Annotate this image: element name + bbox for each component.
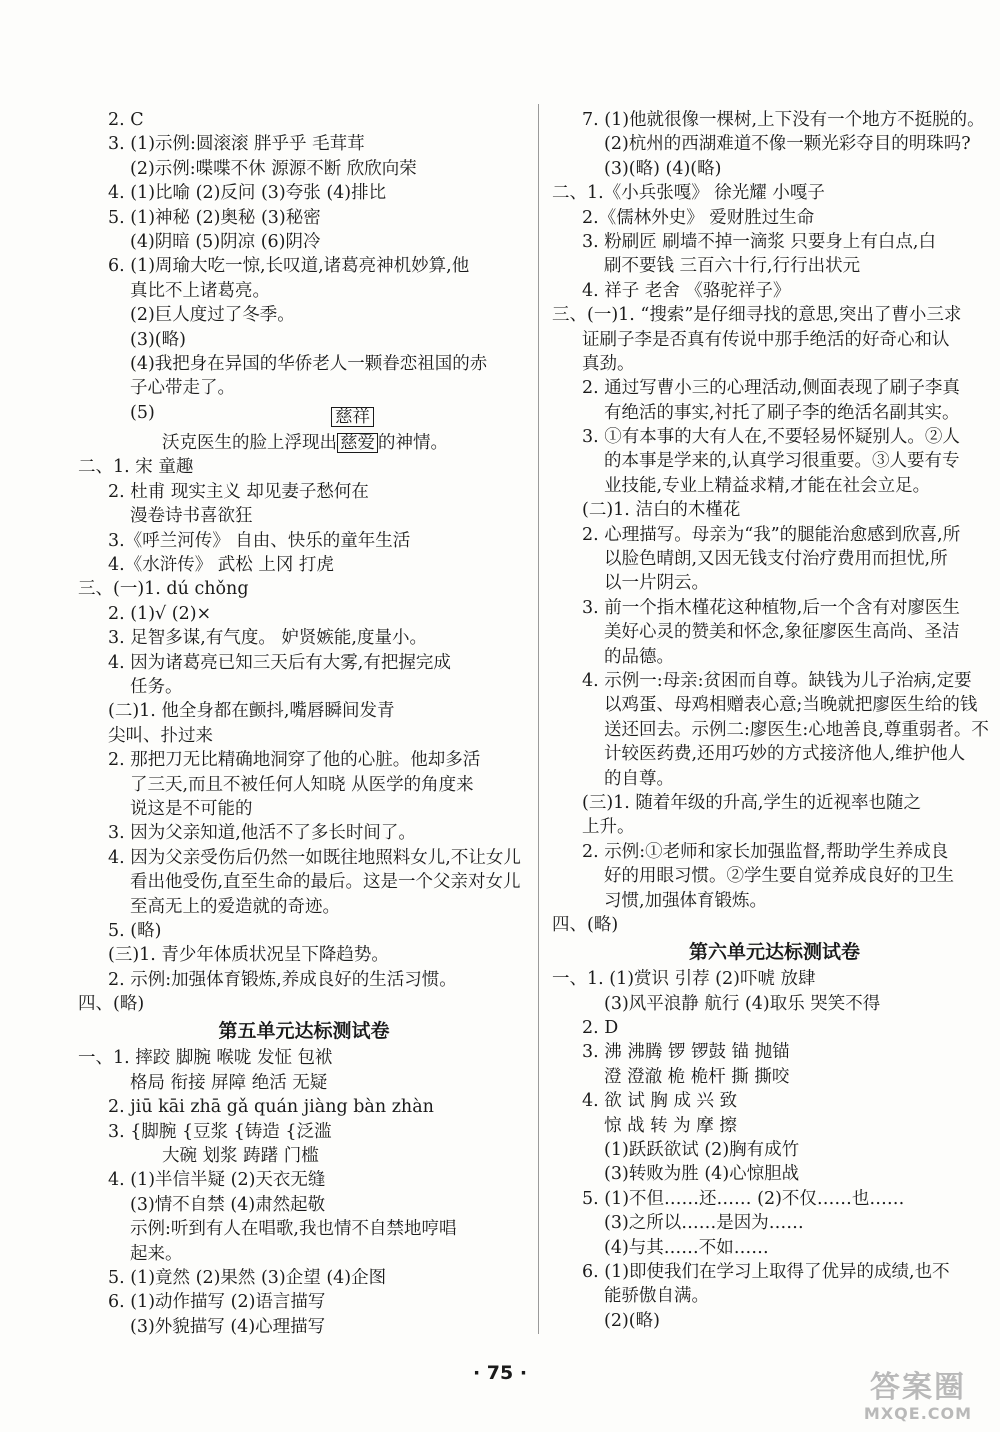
answer-line: 的自尊。 <box>604 768 674 789</box>
answer-line: 4. 因为诸葛亮已知三天后有大雾,有把握完成 <box>108 652 451 673</box>
answer-line: 尖叫、扑过来 <box>108 725 213 746</box>
answer-line: 大碗 划浆 踌躇 门槛 <box>162 1146 319 1167</box>
answer-line-revision <box>78 407 530 455</box>
answer-line: 5. (1)不但……还…… (2)不仅……也…… <box>582 1188 905 1209</box>
answer-line: 格局 衔接 屏障 绝活 无疑 <box>130 1072 328 1093</box>
section-heading: 第五单元达标测试卷 <box>218 1020 390 1043</box>
answer-line: 3. 粉刷匠 刷墙不掉一滴浆 只要身上有白点,白 <box>582 231 936 252</box>
answer-line: 2. 那把刀无比精确地洞穿了他的心脏。他却多活 <box>108 750 481 771</box>
answer-line: 4. 示例一:母亲:贫困而自尊。缺钱为儿子治病,定要 <box>582 670 972 691</box>
answer-line: (二)1. 洁白的木槿花 <box>582 500 741 521</box>
answer-line: 澄 澄澈 桅 桅杆 撕 撕咬 <box>604 1066 790 1087</box>
answer-line: (2)(略) <box>604 1310 660 1331</box>
answer-line: 四、(略) <box>552 914 619 935</box>
answer-line: 有绝活的事实,衬托了刷子李的绝活名副其实。 <box>604 402 960 423</box>
answer-line: (二)1. 他全身都在颤抖,嘴唇瞬间发青 <box>108 701 395 722</box>
answer-line: 3. 前一个指木槿花这种植物,后一个含有对廖医生 <box>582 597 960 618</box>
answer-line: (3)转败为胜 (4)心惊胆战 <box>604 1164 800 1185</box>
answer-line: (3)之所以……是因为…… <box>604 1213 804 1234</box>
answer-line: 四、(略) <box>78 994 145 1015</box>
revision-word-group <box>335 407 378 455</box>
watermark-main-text: 答案圈 <box>870 1370 966 1405</box>
column-divider <box>538 104 539 1334</box>
answer-line: 业技能,专业上精益求精,才能在社会立足。 <box>604 475 931 496</box>
answer-line: 2. 通过写曹小三的心理活动,侧面表现了刷子李真 <box>582 378 960 399</box>
answer-line: 看出他受伤,直至生命的最后。这是一个父亲对女儿 <box>130 872 521 893</box>
section-heading: 第六单元达标测试卷 <box>688 941 860 964</box>
answer-line: 2. D <box>582 1018 619 1039</box>
answer-line: 起来。 <box>130 1243 183 1264</box>
answer-line: 2. C <box>108 110 144 130</box>
answer-line: 2. 示例:加强体育锻炼,养成良好的生活习惯。 <box>108 969 457 990</box>
answer-line: (三)1. 随着年级的升高,学生的近视率也随之 <box>582 792 921 813</box>
answer-line: 能骄傲自满。 <box>604 1286 709 1307</box>
answer-line: 上升。 <box>582 817 635 838</box>
answer-line: 3.《呼兰河传》 自由、快乐的童年生活 <box>108 530 411 551</box>
answer-line: 4. 欲 试 胸 成 兴 致 <box>582 1091 738 1112</box>
answer-line: 好的用眼习惯。②学生要自觉养成良好的卫生 <box>604 866 954 887</box>
answer-line: 习惯,加强体育锻炼。 <box>604 890 768 911</box>
answer-line: 刷不要钱 三百六十行,行行出状元 <box>604 256 861 277</box>
answer-line: 7. (1)他就很像一棵树,上下没有一个地方不挺脱的。 <box>582 110 985 130</box>
answer-line: 3. 足智多谋,有气度。 妒贤嫉能,度量小。 <box>108 628 427 649</box>
answer-line: 美好心灵的赞美和怀念,象征廖医生高尚、圣洁 <box>604 622 960 643</box>
answer-line: 4. (1)比喻 (2)反问 (3)夸张 (4)排比 <box>108 183 387 204</box>
answer-line: 了三天,而且不被任何人知晓 从医学的角度来 <box>130 774 474 795</box>
answer-line: 以脸色晴朗,又因无钱支付治疗费用而担忧,所 <box>604 549 948 570</box>
answer-line: (2)巨人度过了冬季。 <box>130 305 295 326</box>
answer-line: (2)杭州的西湖难道不像一颗光彩夺目的明珠吗? <box>604 134 971 155</box>
answer-line: (3)情不自禁 (4)肃然起敬 <box>130 1194 326 1215</box>
answer-line: (3)外貌描写 (4)心理描写 <box>130 1316 326 1337</box>
answer-line: 惊 战 转 为 摩 擦 <box>604 1115 737 1136</box>
answer-line: 3. 因为父亲知道,他活不了多长时间了。 <box>108 823 416 844</box>
answer-line: (3)(略) <box>130 329 186 350</box>
answer-line: 3. 沸 沸腾 锣 锣鼓 锚 抛锚 <box>582 1042 790 1063</box>
answer-line: 2. (1)√ (2)× <box>108 603 212 624</box>
watermark-sub-text: MXQE.COM <box>863 1404 973 1423</box>
page-number: · 75 · <box>472 1362 528 1384</box>
answer-line: 三、(一)1. “搜索”是仔细寻找的意思,突出了曹小三求 <box>552 305 962 326</box>
answer-line: 5. (略) <box>108 920 162 941</box>
answer-line: 2.《儒林外史》 爱财胜过生命 <box>582 207 815 228</box>
answer-line: 5. (1)竟然 (2)果然 (3)企望 (4)企图 <box>108 1267 387 1288</box>
boxed-original-word: 慈爱 <box>337 433 378 453</box>
answer-line: 的品德。 <box>604 646 674 667</box>
answer-line: 至高无上的爱造就的奇迹。 <box>130 896 340 917</box>
answer-line: 2. jiū kāi zhā gǎ quán jiàng bàn zhàn <box>108 1097 434 1118</box>
answer-line: 一、1. 摔跤 脚腕 喉咙 发怔 包袱 <box>78 1048 333 1069</box>
answer-line: 2. 杜甫 现实主义 却见妻子愁何在 <box>108 481 369 502</box>
answer-line: 送还回去。示例二:廖医生:心地善良,尊重弱者。不 <box>604 719 989 740</box>
answer-line: 3. (1)示例:圆滚滚 胖乎乎 毛茸茸 <box>108 134 365 155</box>
answer-line: (3)(略) (4)(略) <box>604 158 722 179</box>
answer-line: 子心带走了。 <box>130 378 235 399</box>
answer-line: 6. (1)动作描写 (2)语言描写 <box>108 1292 326 1313</box>
answer-line: 6. (1)周瑜大吃一惊,长叹道,诸葛亮神机妙算,他 <box>108 256 470 277</box>
answer-line: 的本事是学来的,认真学习很重要。③人要有专 <box>604 451 960 472</box>
answer-line: 说这是不可能的 <box>130 798 253 819</box>
answer-line: (3)风平浪静 航行 (4)取乐 哭笑不得 <box>604 993 881 1014</box>
revision-text-after: 的神情。 <box>378 433 448 454</box>
answer-line: (4)阴暗 (5)阴凉 (6)阴冷 <box>130 231 321 252</box>
boxed-replacement-word: 慈祥 <box>331 407 374 427</box>
answer-line: 4. (1)半信半疑 (2)天衣无缝 <box>108 1170 326 1191</box>
answer-line: 真比不上诸葛亮。 <box>130 280 270 301</box>
answer-line: 证刷子李是否真有传说中那手绝活的好奇心和认 <box>582 329 950 350</box>
answer-line: (5) <box>130 402 155 423</box>
answer-line: 二、1.《小兵张嘎》 徐光耀 小嘎子 <box>552 183 825 204</box>
answer-line: 4. 因为父亲受伤后仍然一如既往地照料女儿,不让女儿 <box>108 847 521 868</box>
answer-line: 真劲。 <box>582 353 635 374</box>
answer-line: 2. 示例:①老师和家长加强监督,帮助学生养成良 <box>582 841 949 862</box>
answer-line: 漫卷诗书喜欲狂 <box>130 506 253 527</box>
answer-line: (4)我把身在异国的华侨老人一颗眷恋祖国的赤 <box>130 353 488 374</box>
answer-line: (4)与其……不如…… <box>604 1237 769 1258</box>
answer-line: 二、1. 宋 童趣 <box>78 457 194 478</box>
answer-line: 示例:听到有人在唱歌,我也情不自禁地哼唱 <box>130 1219 457 1240</box>
answer-line: (2)示例:喋喋不休 源源不断 欣欣向荣 <box>130 158 417 179</box>
answer-line: 以一片阴云。 <box>604 573 709 594</box>
revision-text-before: 沃克医生的脸上浮现出 <box>162 433 337 454</box>
answer-line: 2. 心理描写。母亲为“我”的腿能治愈感到欣喜,所 <box>582 524 961 545</box>
right-column <box>552 108 997 1333</box>
answer-line: 计较医药费,还用巧妙的方式接济他人,维护他人 <box>604 744 966 765</box>
answer-line: 三、(一)1. dú chǒng <box>78 579 249 600</box>
answer-line: (1)跃跃欲试 (2)胸有成竹 <box>604 1140 800 1161</box>
answer-line: 3. ①有本事的大有人在,不要轻易怀疑别人。②人 <box>582 427 960 448</box>
answer-line: 6. (1)即使我们在学习上取得了优异的成绩,也不 <box>582 1261 950 1282</box>
answer-line: 5. (1)神秘 (2)奥秘 (3)秘密 <box>108 207 321 228</box>
answer-line: 4.《水浒传》 武松 上冈 打虎 <box>108 555 334 576</box>
answer-line: 3. {脚腕 {豆浆 {铸造 {泛滥 <box>108 1121 332 1142</box>
answer-line: 一、1. (1)赏识 引荐 (2)吓唬 放肆 <box>552 969 816 990</box>
answer-line: 任务。 <box>130 676 183 697</box>
answer-line: 以鸡蛋、母鸡相赠表心意;当晚就把廖医生给的钱 <box>604 695 978 716</box>
answer-line: (三)1. 青少年体质状况呈下降趋势。 <box>108 945 389 966</box>
left-column <box>78 108 530 1339</box>
answer-line: 4. 祥子 老舍 《骆驼祥子》 <box>582 280 791 301</box>
watermark-logo <box>836 1372 1000 1432</box>
